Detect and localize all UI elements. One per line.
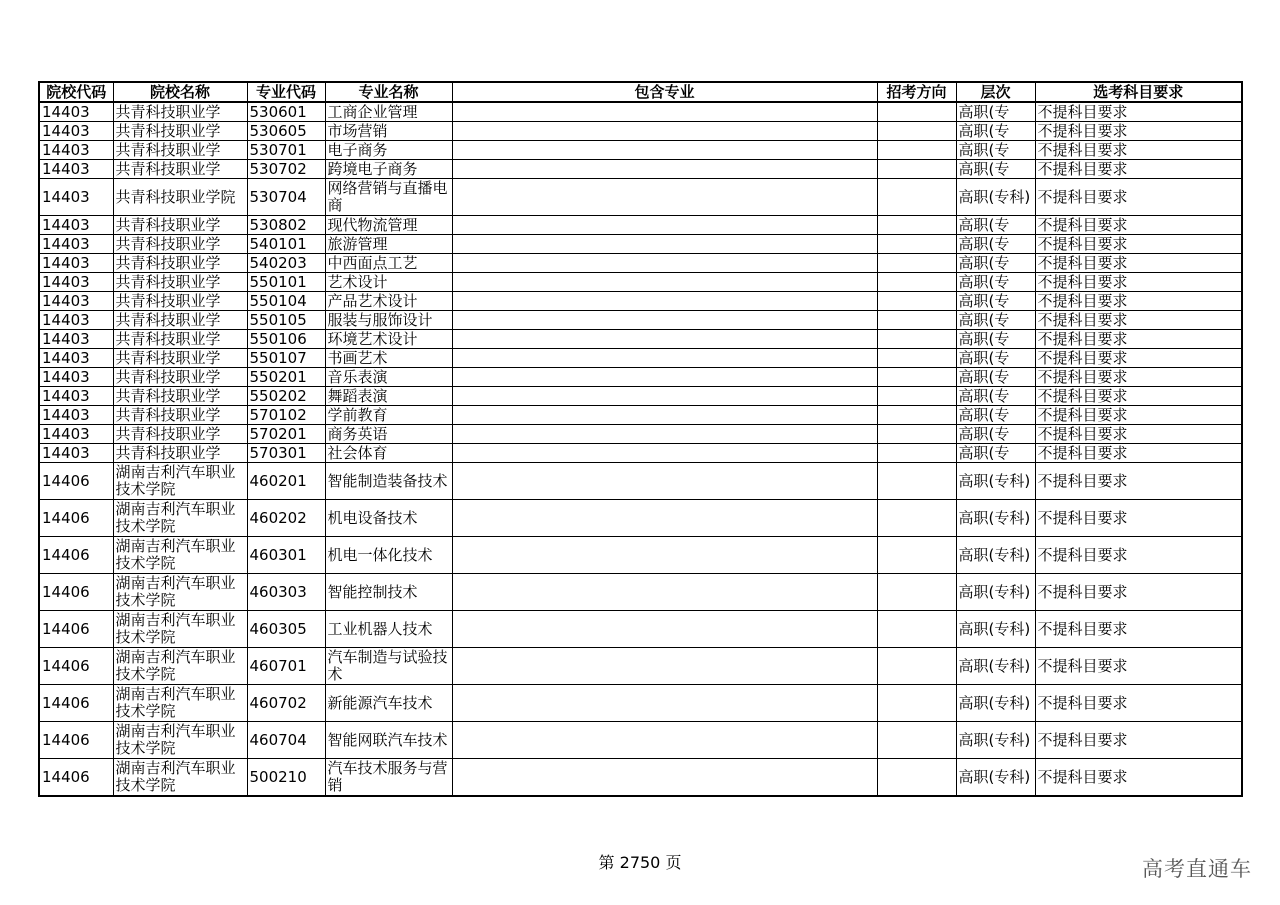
subject-requirement-cell: 不提科目要求: [1035, 722, 1242, 759]
table-row: [39, 235, 1242, 254]
level-cell: 高职(专科): [956, 759, 1035, 797]
major-code-cell: 550107: [247, 349, 325, 368]
major-code-cell: 460305: [247, 611, 325, 648]
school-name-cell: 共青科技职业学: [113, 368, 247, 387]
table-row: [39, 122, 1242, 141]
level-cell: 高职(专: [956, 311, 1035, 330]
major-code-cell: 460701: [247, 648, 325, 685]
school-name-cell: 共青科技职业学: [113, 273, 247, 292]
header-major-code: 专业代码: [247, 82, 325, 102]
direction-cell: [877, 349, 956, 368]
included-majors-cell: [452, 216, 877, 235]
major-name-cell: 工业机器人技术: [325, 611, 452, 648]
included-majors-cell: [452, 759, 877, 797]
school-code-cell: 14406: [39, 574, 113, 611]
direction-cell: [877, 330, 956, 349]
subject-requirement-cell: 不提科目要求: [1035, 425, 1242, 444]
level-cell: 高职(专: [956, 102, 1035, 122]
level-cell: 高职(专科): [956, 648, 1035, 685]
direction-cell: [877, 648, 956, 685]
subject-requirement-cell: 不提科目要求: [1035, 330, 1242, 349]
school-code-cell: 14403: [39, 292, 113, 311]
school-code-cell: 14403: [39, 254, 113, 273]
level-cell: 高职(专: [956, 235, 1035, 254]
school-code-cell: 14403: [39, 235, 113, 254]
school-name-cell: 湖南吉利汽车职业技术学院: [113, 463, 247, 500]
direction-cell: [877, 425, 956, 444]
watermark-text: 高考直通车: [1142, 857, 1252, 881]
major-name-cell: 汽车制造与试验技术: [325, 648, 452, 685]
direction-cell: [877, 406, 956, 425]
table-row: [39, 611, 1242, 648]
included-majors-cell: [452, 273, 877, 292]
major-code-cell: 530605: [247, 122, 325, 141]
table-row: [39, 160, 1242, 179]
major-code-cell: 570102: [247, 406, 325, 425]
major-code-cell: 460202: [247, 500, 325, 537]
subject-requirement-cell: 不提科目要求: [1035, 387, 1242, 406]
header-subject-requirement: 选考科目要求: [1035, 82, 1242, 102]
school-name-cell: 共青科技职业学院: [113, 179, 247, 216]
major-code-cell: 530701: [247, 141, 325, 160]
major-code-cell: 460702: [247, 685, 325, 722]
subject-requirement-cell: 不提科目要求: [1035, 648, 1242, 685]
major-name-cell: 社会体育: [325, 444, 452, 463]
school-name-cell: 共青科技职业学: [113, 406, 247, 425]
school-name-cell: 共青科技职业学: [113, 122, 247, 141]
included-majors-cell: [452, 685, 877, 722]
level-cell: 高职(专科): [956, 722, 1035, 759]
school-code-cell: 14403: [39, 387, 113, 406]
direction-cell: [877, 102, 956, 122]
table-row: [39, 648, 1242, 685]
included-majors-cell: [452, 349, 877, 368]
direction-cell: [877, 759, 956, 797]
school-code-cell: 14406: [39, 611, 113, 648]
header-school-code: 院校代码: [39, 82, 113, 102]
included-majors-cell: [452, 537, 877, 574]
header-row: [39, 82, 1242, 102]
school-code-cell: 14403: [39, 444, 113, 463]
school-code-cell: 14403: [39, 179, 113, 216]
table-row: [39, 444, 1242, 463]
admissions-table: [38, 81, 1243, 797]
subject-requirement-cell: 不提科目要求: [1035, 444, 1242, 463]
included-majors-cell: [452, 122, 877, 141]
subject-requirement-cell: 不提科目要求: [1035, 685, 1242, 722]
subject-requirement-cell: 不提科目要求: [1035, 179, 1242, 216]
subject-requirement-cell: 不提科目要求: [1035, 574, 1242, 611]
table-row: [39, 254, 1242, 273]
direction-cell: [877, 122, 956, 141]
major-code-cell: 460704: [247, 722, 325, 759]
subject-requirement-cell: 不提科目要求: [1035, 611, 1242, 648]
direction-cell: [877, 254, 956, 273]
school-code-cell: 14403: [39, 122, 113, 141]
major-name-cell: 环境艺术设计: [325, 330, 452, 349]
included-majors-cell: [452, 387, 877, 406]
subject-requirement-cell: 不提科目要求: [1035, 141, 1242, 160]
major-name-cell: 现代物流管理: [325, 216, 452, 235]
table-body: [39, 102, 1242, 796]
major-name-cell: 工商企业管理: [325, 102, 452, 122]
included-majors-cell: [452, 574, 877, 611]
school-name-cell: 共青科技职业学: [113, 349, 247, 368]
level-cell: 高职(专科): [956, 685, 1035, 722]
table-row: [39, 216, 1242, 235]
school-name-cell: 共青科技职业学: [113, 444, 247, 463]
level-cell: 高职(专: [956, 425, 1035, 444]
direction-cell: [877, 216, 956, 235]
direction-cell: [877, 463, 956, 500]
major-code-cell: 530702: [247, 160, 325, 179]
included-majors-cell: [452, 179, 877, 216]
table-row: [39, 685, 1242, 722]
level-cell: 高职(专: [956, 406, 1035, 425]
school-code-cell: 14403: [39, 425, 113, 444]
major-code-cell: 540203: [247, 254, 325, 273]
direction-cell: [877, 537, 956, 574]
major-code-cell: 460301: [247, 537, 325, 574]
subject-requirement-cell: 不提科目要求: [1035, 500, 1242, 537]
level-cell: 高职(专: [956, 387, 1035, 406]
direction-cell: [877, 273, 956, 292]
major-name-cell: 书画艺术: [325, 349, 452, 368]
level-cell: 高职(专: [956, 254, 1035, 273]
table-row: [39, 141, 1242, 160]
school-code-cell: 14403: [39, 102, 113, 122]
subject-requirement-cell: 不提科目要求: [1035, 463, 1242, 500]
school-code-cell: 14403: [39, 160, 113, 179]
subject-requirement-cell: 不提科目要求: [1035, 368, 1242, 387]
table-row: [39, 406, 1242, 425]
direction-cell: [877, 235, 956, 254]
school-name-cell: 湖南吉利汽车职业技术学院: [113, 685, 247, 722]
level-cell: 高职(专科): [956, 611, 1035, 648]
included-majors-cell: [452, 444, 877, 463]
level-cell: 高职(专: [956, 368, 1035, 387]
subject-requirement-cell: 不提科目要求: [1035, 273, 1242, 292]
table-row: [39, 759, 1242, 797]
major-name-cell: 艺术设计: [325, 273, 452, 292]
major-name-cell: 学前教育: [325, 406, 452, 425]
major-code-cell: 550202: [247, 387, 325, 406]
table-row: [39, 349, 1242, 368]
header-major-name: 专业名称: [325, 82, 452, 102]
school-code-cell: 14403: [39, 349, 113, 368]
school-name-cell: 湖南吉利汽车职业技术学院: [113, 759, 247, 797]
table-row: [39, 500, 1242, 537]
major-name-cell: 机电一体化技术: [325, 537, 452, 574]
included-majors-cell: [452, 722, 877, 759]
subject-requirement-cell: 不提科目要求: [1035, 160, 1242, 179]
direction-cell: [877, 685, 956, 722]
school-code-cell: 14406: [39, 759, 113, 797]
school-name-cell: 湖南吉利汽车职业技术学院: [113, 648, 247, 685]
table-row: [39, 425, 1242, 444]
school-code-cell: 14406: [39, 685, 113, 722]
level-cell: 高职(专: [956, 444, 1035, 463]
level-cell: 高职(专: [956, 273, 1035, 292]
included-majors-cell: [452, 235, 877, 254]
direction-cell: [877, 444, 956, 463]
major-code-cell: 570301: [247, 444, 325, 463]
table-row: [39, 574, 1242, 611]
subject-requirement-cell: 不提科目要求: [1035, 102, 1242, 122]
table-row: [39, 179, 1242, 216]
major-name-cell: 产品艺术设计: [325, 292, 452, 311]
school-name-cell: 共青科技职业学: [113, 216, 247, 235]
level-cell: 高职(专科): [956, 537, 1035, 574]
school-code-cell: 14403: [39, 273, 113, 292]
major-code-cell: 460303: [247, 574, 325, 611]
table-row: [39, 273, 1242, 292]
school-code-cell: 14403: [39, 311, 113, 330]
subject-requirement-cell: 不提科目要求: [1035, 254, 1242, 273]
school-name-cell: 共青科技职业学: [113, 254, 247, 273]
included-majors-cell: [452, 500, 877, 537]
direction-cell: [877, 179, 956, 216]
direction-cell: [877, 722, 956, 759]
subject-requirement-cell: 不提科目要求: [1035, 406, 1242, 425]
school-name-cell: 共青科技职业学: [113, 160, 247, 179]
school-code-cell: 14403: [39, 368, 113, 387]
level-cell: 高职(专: [956, 141, 1035, 160]
included-majors-cell: [452, 463, 877, 500]
header-level: 层次: [956, 82, 1035, 102]
table-row: [39, 292, 1242, 311]
table-row: [39, 368, 1242, 387]
level-cell: 高职(专科): [956, 500, 1035, 537]
page-number: 第 2750 页: [598, 853, 682, 872]
level-cell: 高职(专: [956, 160, 1035, 179]
school-name-cell: 共青科技职业学: [113, 387, 247, 406]
major-code-cell: 530704: [247, 179, 325, 216]
school-name-cell: 湖南吉利汽车职业技术学院: [113, 611, 247, 648]
direction-cell: [877, 574, 956, 611]
major-code-cell: 500210: [247, 759, 325, 797]
direction-cell: [877, 500, 956, 537]
level-cell: 高职(专: [956, 122, 1035, 141]
school-name-cell: 共青科技职业学: [113, 235, 247, 254]
major-code-cell: 550104: [247, 292, 325, 311]
included-majors-cell: [452, 311, 877, 330]
included-majors-cell: [452, 254, 877, 273]
level-cell: 高职(专科): [956, 574, 1035, 611]
level-cell: 高职(专: [956, 349, 1035, 368]
school-name-cell: 湖南吉利汽车职业技术学院: [113, 500, 247, 537]
direction-cell: [877, 387, 956, 406]
major-name-cell: 智能控制技术: [325, 574, 452, 611]
school-name-cell: 共青科技职业学: [113, 292, 247, 311]
table-row: [39, 463, 1242, 500]
major-name-cell: 服装与服饰设计: [325, 311, 452, 330]
level-cell: 高职(专科): [956, 463, 1035, 500]
major-code-cell: 550101: [247, 273, 325, 292]
table-row: [39, 311, 1242, 330]
school-code-cell: 14406: [39, 463, 113, 500]
major-code-cell: 540101: [247, 235, 325, 254]
major-name-cell: 汽车技术服务与营销: [325, 759, 452, 797]
major-code-cell: 550105: [247, 311, 325, 330]
table-row: [39, 537, 1242, 574]
direction-cell: [877, 368, 956, 387]
school-code-cell: 14403: [39, 216, 113, 235]
level-cell: 高职(专: [956, 330, 1035, 349]
major-code-cell: 460201: [247, 463, 325, 500]
direction-cell: [877, 311, 956, 330]
header-school-name: 院校名称: [113, 82, 247, 102]
subject-requirement-cell: 不提科目要求: [1035, 292, 1242, 311]
major-name-cell: 机电设备技术: [325, 500, 452, 537]
major-name-cell: 商务英语: [325, 425, 452, 444]
school-name-cell: 共青科技职业学: [113, 141, 247, 160]
table-row: [39, 722, 1242, 759]
school-code-cell: 14406: [39, 722, 113, 759]
header-direction: 招考方向: [877, 82, 956, 102]
subject-requirement-cell: 不提科目要求: [1035, 759, 1242, 797]
major-name-cell: 旅游管理: [325, 235, 452, 254]
major-name-cell: 网络营销与直播电商: [325, 179, 452, 216]
direction-cell: [877, 292, 956, 311]
school-code-cell: 14406: [39, 648, 113, 685]
direction-cell: [877, 141, 956, 160]
major-code-cell: 570201: [247, 425, 325, 444]
direction-cell: [877, 160, 956, 179]
included-majors-cell: [452, 102, 877, 122]
included-majors-cell: [452, 611, 877, 648]
major-name-cell: 电子商务: [325, 141, 452, 160]
school-code-cell: 14403: [39, 141, 113, 160]
major-code-cell: 530802: [247, 216, 325, 235]
major-code-cell: 550201: [247, 368, 325, 387]
major-code-cell: 530601: [247, 102, 325, 122]
major-name-cell: 智能制造装备技术: [325, 463, 452, 500]
subject-requirement-cell: 不提科目要求: [1035, 216, 1242, 235]
major-name-cell: 智能网联汽车技术: [325, 722, 452, 759]
included-majors-cell: [452, 648, 877, 685]
school-name-cell: 共青科技职业学: [113, 425, 247, 444]
included-majors-cell: [452, 160, 877, 179]
level-cell: 高职(专科): [956, 179, 1035, 216]
major-name-cell: 音乐表演: [325, 368, 452, 387]
school-name-cell: 湖南吉利汽车职业技术学院: [113, 722, 247, 759]
level-cell: 高职(专: [956, 292, 1035, 311]
subject-requirement-cell: 不提科目要求: [1035, 122, 1242, 141]
major-name-cell: 中西面点工艺: [325, 254, 452, 273]
direction-cell: [877, 611, 956, 648]
subject-requirement-cell: 不提科目要求: [1035, 537, 1242, 574]
major-name-cell: 舞蹈表演: [325, 387, 452, 406]
subject-requirement-cell: 不提科目要求: [1035, 349, 1242, 368]
level-cell: 高职(专: [956, 216, 1035, 235]
major-code-cell: 550106: [247, 330, 325, 349]
subject-requirement-cell: 不提科目要求: [1035, 235, 1242, 254]
included-majors-cell: [452, 406, 877, 425]
school-name-cell: 湖南吉利汽车职业技术学院: [113, 537, 247, 574]
included-majors-cell: [452, 292, 877, 311]
subject-requirement-cell: 不提科目要求: [1035, 311, 1242, 330]
school-code-cell: 14406: [39, 537, 113, 574]
school-name-cell: 共青科技职业学: [113, 330, 247, 349]
major-name-cell: 市场营销: [325, 122, 452, 141]
included-majors-cell: [452, 368, 877, 387]
school-code-cell: 14406: [39, 500, 113, 537]
major-name-cell: 跨境电子商务: [325, 160, 452, 179]
included-majors-cell: [452, 330, 877, 349]
table-row: [39, 387, 1242, 406]
header-included-majors: 包含专业: [452, 82, 877, 102]
table-row: [39, 102, 1242, 122]
major-name-cell: 新能源汽车技术: [325, 685, 452, 722]
school-name-cell: 湖南吉利汽车职业技术学院: [113, 574, 247, 611]
school-name-cell: 共青科技职业学: [113, 311, 247, 330]
school-code-cell: 14403: [39, 330, 113, 349]
school-name-cell: 共青科技职业学: [113, 102, 247, 122]
included-majors-cell: [452, 425, 877, 444]
included-majors-cell: [452, 141, 877, 160]
table-row: [39, 330, 1242, 349]
school-code-cell: 14403: [39, 406, 113, 425]
